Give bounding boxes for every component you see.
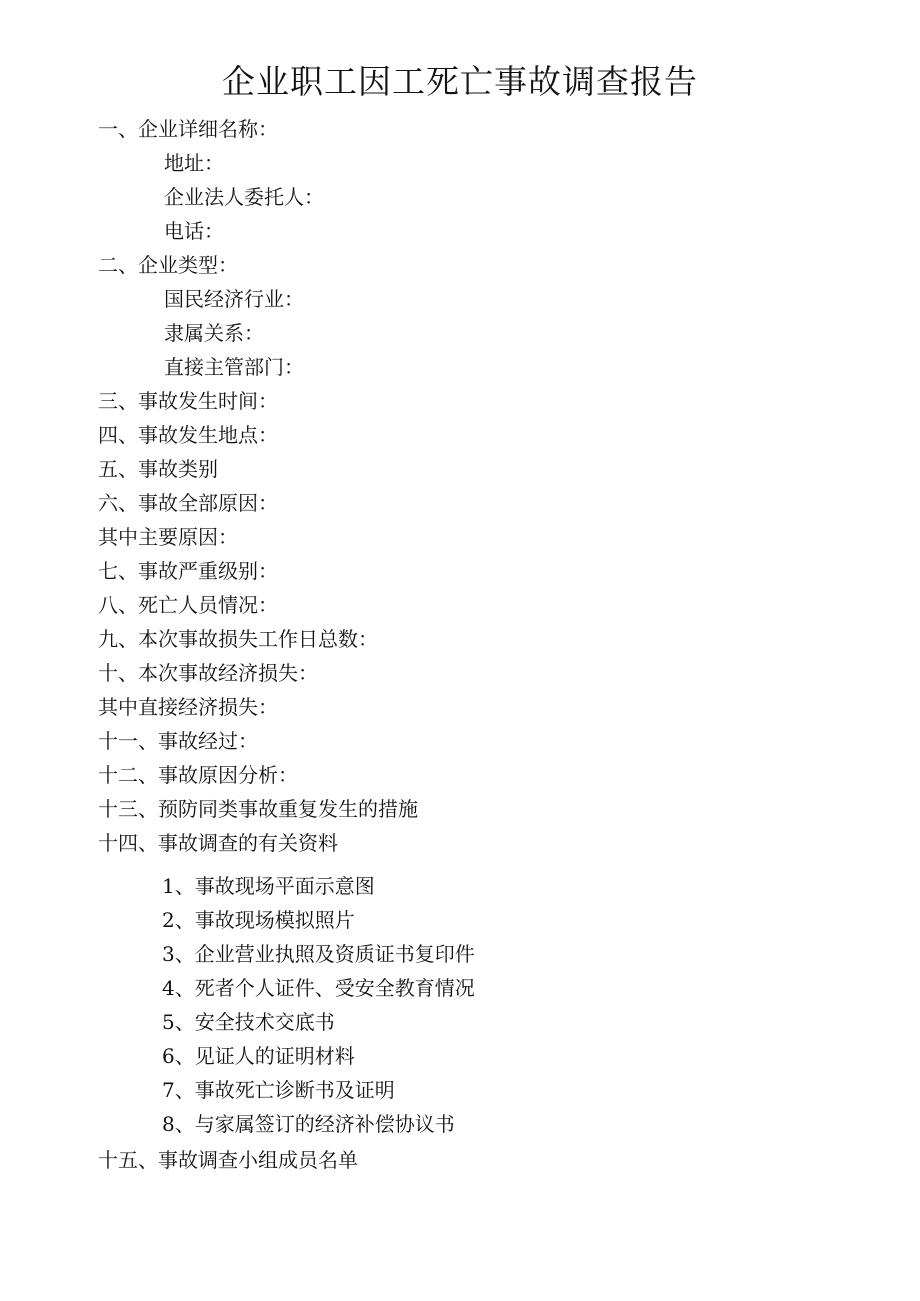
item-accident-time: 三、事故发生时间： (98, 389, 278, 413)
item-direct-economic-loss: 其中直接经济损失： (98, 695, 278, 719)
item-investigation-materials: 十四、事故调查的有关资料 (98, 831, 338, 855)
item-prevention-measures: 十三、预防同类事故重复发生的措施 (98, 797, 418, 821)
item-accident-location: 四、事故发生地点： (98, 423, 278, 447)
item-fatalities: 八、死亡人员情况： (98, 593, 278, 617)
list-item-witness-statements: 6、见证人的证明材料 (162, 1044, 355, 1068)
item-cause-analysis: 十二、事故原因分析： (98, 763, 298, 787)
list-item-safety-briefing: 5、安全技术交底书 (162, 1010, 335, 1034)
document-title: 企业职工因工死亡事故调查报告 (222, 62, 698, 101)
list-item-deceased-documents: 4、死者个人证件、受安全教育情况 (162, 976, 475, 1000)
list-item-site-plan: 1、事故现场平面示意图 (162, 874, 375, 898)
list-item-death-certificate: 7、事故死亡诊断书及证明 (162, 1078, 395, 1102)
item-legal-representative: 企业法人委托人： (164, 185, 324, 209)
item-main-cause: 其中主要原因： (98, 525, 238, 549)
item-company-type: 二、企业类型： (98, 253, 238, 277)
item-accident-category: 五、事故类别 (98, 457, 218, 481)
item-address: 地址： (164, 151, 224, 175)
item-affiliation: 隶属关系： (164, 321, 264, 345)
item-severity-level: 七、事故严重级别： (98, 559, 278, 583)
item-economic-loss: 十、本次事故经济损失： (98, 661, 318, 685)
item-company-name: 一、企业详细名称： (98, 117, 278, 141)
item-phone: 电话： (164, 219, 224, 243)
list-item-business-license: 3、企业营业执照及资质证书复印件 (162, 942, 475, 966)
list-item-compensation-agreement: 8、与家属签订的经济补偿协议书 (162, 1112, 455, 1136)
item-lost-workdays: 九、本次事故损失工作日总数： (98, 627, 378, 651)
item-all-causes: 六、事故全部原因： (98, 491, 278, 515)
item-supervising-department: 直接主管部门： (164, 355, 304, 379)
list-item-site-photos: 2、事故现场模拟照片 (162, 908, 355, 932)
item-investigation-team: 十五、事故调查小组成员名单 (98, 1148, 358, 1172)
item-accident-process: 十一、事故经过： (98, 729, 258, 753)
item-industry: 国民经济行业： (164, 287, 304, 311)
